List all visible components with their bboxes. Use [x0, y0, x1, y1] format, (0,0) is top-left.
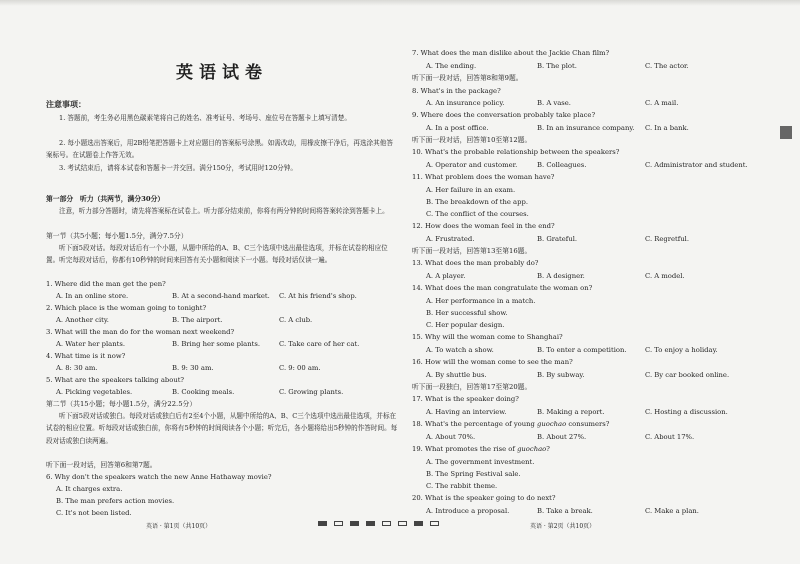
q19-stem-end: ? [546, 445, 550, 453]
q11-option-c: C. The conflict of the courses. [426, 210, 529, 218]
q17-option-c: C. Hosting a discussion. [645, 408, 728, 416]
q16-stem: 16. How will the woman come to see the man? [412, 358, 573, 366]
section1-heading: 第一节（共5小题；每小题1.5分，满分7.5分） [46, 232, 188, 240]
q12-stem: 12. How does the woman feel in the end? [412, 222, 555, 230]
q15-stem: 15. Why will the woman come to Shanghai? [412, 333, 563, 341]
q17-option-a: A. Having an interview. [426, 408, 507, 416]
q1-option-b: B. At a second-hand market. [172, 292, 270, 300]
q13-option-c: C. A model. [645, 272, 685, 280]
q20-option-b: B. Take a break. [537, 507, 593, 515]
q18-stem-text: 18. What's the percentage of young [412, 420, 538, 428]
part1-heading: 第一部分 听力（共两节，满分30分） [46, 195, 165, 203]
audio-17-20: 听下面一段独白，回答第17至第20题。 [412, 383, 532, 391]
q18-option-b: B. About 27%. [537, 433, 587, 441]
q2-option-a: A. Another city. [56, 316, 109, 324]
q3-option-a: A. Water her plants. [56, 340, 125, 348]
q3-stem: 3. What will the man do for the woman next weekend? [46, 328, 235, 336]
q3-option-b: B. Bring her some plants. [172, 340, 260, 348]
q3-option-c: C. Take care of her cat. [279, 340, 360, 348]
marker-dot [430, 521, 439, 526]
q18-option-a: A. About 70%. [426, 433, 476, 441]
footer-right: 英语 · 第2页（共10页） [530, 523, 596, 530]
page-marker-dots [318, 521, 439, 526]
q19-stem [412, 444, 550, 454]
q2-option-b: B. The airport. [172, 316, 223, 324]
side-registration-mark [780, 126, 792, 139]
q14-stem: 14. What does the man congratulate the woman on? [412, 284, 593, 292]
q7-option-c: C. The actor. [645, 62, 689, 70]
q12-option-c: C. Regretful. [645, 235, 690, 243]
q9-stem: 9. Where does the conversation probably take place? [412, 111, 596, 119]
scan-edge [0, 0, 800, 6]
audio-10-12: 听下面一段对话，回答第10至第12题。 [412, 136, 532, 144]
q9-option-a: A. In a post office. [426, 124, 489, 132]
notice-3: 3. 考试结束后，请将本试卷和答题卡一并交回。满分150分，考试用时120分钟。 [59, 164, 297, 172]
part1-intro: 注意，听力部分答题时，请先将答案标在试卷上。听力部分结束前，你将有两分钟的时间将答案转涂到答题卡上。 [59, 207, 389, 215]
q4-stem: 4. What time is it now? [46, 352, 126, 360]
q14-option-b: B. Her successful show. [426, 309, 508, 317]
notice-heading: 注意事项： [46, 99, 86, 109]
q10-option-a: A. Operator and customer. [426, 161, 518, 169]
q10-option-c: C. Administrator and student. [645, 161, 748, 169]
q5-option-c: C. Growing plants. [279, 388, 344, 396]
q10-option-b: B. Colleagues. [537, 161, 587, 169]
q8-stem: 8. What's in the package? [412, 87, 501, 95]
q17-option-b: B. Making a report. [537, 408, 605, 416]
q12-option-b: B. Grateful. [537, 235, 578, 243]
q7-stem: 7. What does the man dislike about the Jackie Chan film? [412, 49, 610, 57]
section2-heading: 第二节（共15小题；每小题1.5分，满分22.5分） [46, 400, 197, 408]
q11-stem: 11. What problem does the woman have? [412, 173, 555, 181]
marker-dot [414, 521, 423, 526]
q1-stem: 1. Where did the man get the pen? [46, 280, 166, 288]
q16-option-b: B. By subway. [537, 371, 585, 379]
q13-option-b: B. A designer. [537, 272, 585, 280]
q4-option-a: A. 8: 30 am. [56, 364, 98, 372]
q20-stem: 20. What is the speaker going to do next? [412, 494, 556, 502]
q5-stem: 5. What are the speakers talking about? [46, 376, 185, 384]
q11-option-a: A. Her failure in an exam. [426, 186, 516, 194]
q2-option-c: C. A club. [279, 316, 313, 324]
q6-stem: 6. Why don't the speakers watch the new Anne Hathaway movie? [46, 473, 272, 481]
q6-option-c: C. It's not been listed. [56, 509, 132, 517]
q6-option-b: B. The man prefers action movies. [56, 497, 175, 505]
notice-1: 1. 答题前，考生务必用黑色碳素笔将自己的姓名、准考证号、考场号、座位号在答题卡上填写清楚。 [59, 114, 351, 122]
audio-6-7: 听下面一段对话，回答第6和第7题。 [46, 461, 157, 469]
marker-dot [334, 521, 343, 526]
q11-option-b: B. The breakdown of the app. [426, 198, 528, 206]
q8-option-a: A. An insurance policy. [426, 99, 505, 107]
q10-stem: 10. What's the probable relationship between the speakers? [412, 148, 620, 156]
q19-option-b: B. The Spring Festival sale. [426, 470, 521, 478]
q14-option-c: C. Her popular design. [426, 321, 505, 329]
q19-option-a: A. The government investment. [426, 458, 535, 466]
q18-stem-term: guochao [537, 420, 567, 428]
audio-13-16: 听下面一段对话，回答第13至第16题。 [412, 247, 532, 255]
q15-option-a: A. To watch a show. [426, 346, 494, 354]
q13-option-a: A. A player. [426, 272, 466, 280]
page-title: 英语试卷 [176, 63, 268, 83]
q15-option-b: B. To enter a competition. [537, 346, 627, 354]
q14-option-a: A. Her performance in a match. [426, 297, 536, 305]
q20-option-c: C. Make a plan. [645, 507, 699, 515]
section1-intro: 听下面5段对话。每段对话后有一个小题，从题中所给的A、B、C三个选项中选出最佳选项，并标在试卷的相应位置。听完每段对话后，你都有10秒钟的时间来回答有关小题和阅读下一小题。每段对话仅读一遍。 [46, 244, 388, 265]
q9-option-b: B. In an insurance company. [537, 124, 635, 132]
q1-option-c: C. At his friend's shop. [279, 292, 357, 300]
q16-option-a: A. By shuttle bus. [426, 371, 487, 379]
q8-option-b: B. A vase. [537, 99, 571, 107]
section2-intro: 听下面5段对话或独白。每段对话或独白后有2至4个小题，从题中所给的A、B、C三个选项中选出最佳选项，并标在试卷的相应位置。听每段对话或独白前，你将有5秒钟的时间阅读各个小题；听完后，各小题将给出5秒钟的作答时间。每段对话或独白读两遍。 [46, 412, 398, 445]
q16-option-c: C. By car booked online. [645, 371, 730, 379]
q1-option-a: A. In an online store. [56, 292, 129, 300]
q9-option-c: C. In a bank. [645, 124, 689, 132]
q5-option-a: A. Picking vegetables. [56, 388, 133, 396]
q7-option-a: A. The ending. [426, 62, 477, 70]
q15-option-c: C. To enjoy a holiday. [645, 346, 718, 354]
q19-stem-term: guochao [517, 445, 547, 453]
marker-dot [382, 521, 391, 526]
q4-option-b: B. 9: 30 am. [172, 364, 214, 372]
marker-dot [366, 521, 375, 526]
audio-8-9: 听下面一段对话，回答第8和第9题。 [412, 74, 523, 82]
q13-stem: 13. What does the man probably do? [412, 259, 539, 267]
q8-option-c: C. A mail. [645, 99, 679, 107]
q6-option-a: A. It charges extra. [56, 485, 123, 493]
q19-stem-text: 19. What promotes the rise of [412, 445, 518, 453]
q17-stem: 17. What is the speaker doing? [412, 395, 519, 403]
q4-option-c: C. 9: 00 am. [279, 364, 321, 372]
q20-option-a: A. Introduce a proposal. [426, 507, 510, 515]
notice-2: 2. 每小题选出答案后，用2B铅笔把答题卡上对应题目的答案标号涂黑。如需改动，用橡皮擦干净后，再选涂其他答案标号。在试题卷上作答无效。 [46, 139, 393, 159]
q18-option-c: C. About 17%. [645, 433, 695, 441]
marker-dot [318, 521, 327, 526]
q12-option-a: A. Frustrated. [426, 235, 475, 243]
q5-option-b: B. Cooking meals. [172, 388, 235, 396]
q18-stem [412, 419, 609, 429]
marker-dot [398, 521, 407, 526]
footer-left: 英语 · 第1页（共10页） [146, 523, 212, 530]
q2-stem: 2. Which place is the woman going to tonight? [46, 304, 207, 312]
marker-dot [350, 521, 359, 526]
q19-option-c: C. The rabbit theme. [426, 482, 498, 490]
q7-option-b: B. The plot. [537, 62, 577, 70]
q18-stem-end: consumers? [566, 420, 610, 428]
